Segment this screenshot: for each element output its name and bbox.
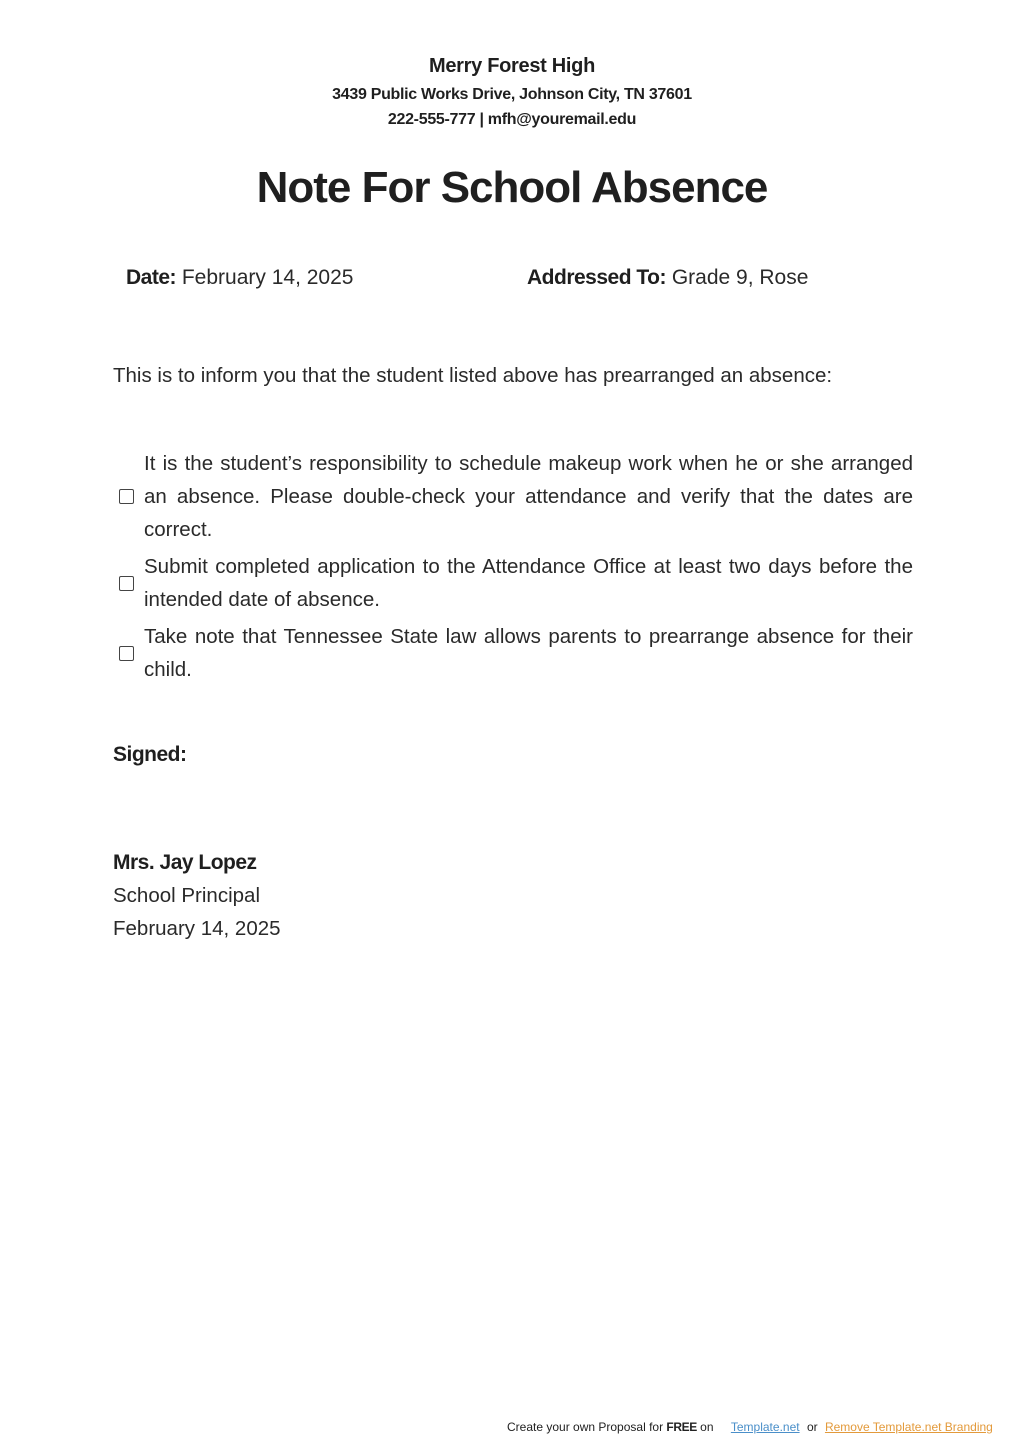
document-title: Note For School Absence bbox=[256, 163, 768, 212]
footer-free: FREE bbox=[666, 1420, 697, 1434]
footer-prefix: Create your own Proposal for bbox=[507, 1420, 664, 1434]
addressed-to-field bbox=[527, 266, 808, 290]
remove-branding-link[interactable]: Remove Template.net Branding bbox=[824, 1420, 993, 1434]
checklist-item-text: Take note that Tennessee State law allows parents to prearrange absence for their child. bbox=[144, 625, 913, 681]
checklist-item bbox=[113, 620, 913, 686]
signature-date: February 14, 2025 bbox=[113, 917, 281, 940]
checkbox[interactable] bbox=[119, 646, 134, 661]
date-label: Date: bbox=[126, 266, 177, 289]
checklist-item-text: Submit completed application to the Attendance Office at least two days before the intended date of absence. bbox=[144, 555, 913, 611]
date-value: February 14, 2025 bbox=[181, 266, 354, 289]
footer-on: on bbox=[700, 1420, 714, 1434]
checklist bbox=[113, 447, 913, 690]
intro-paragraph: This is to inform you that the student listed above has prearranged an absence: bbox=[113, 364, 833, 387]
school-address: 3439 Public Works Drive, Johnson City, TN 37601 bbox=[332, 86, 692, 103]
signed-label: Signed: bbox=[113, 743, 187, 766]
checklist-item bbox=[113, 447, 913, 546]
footer-or: or bbox=[806, 1420, 818, 1434]
school-name: Merry Forest High bbox=[428, 55, 596, 77]
date-field bbox=[126, 266, 353, 290]
checkbox[interactable] bbox=[119, 489, 134, 504]
signatory-name: Mrs. Jay Lopez bbox=[113, 851, 257, 874]
checklist-item bbox=[113, 550, 913, 616]
branding-footer bbox=[507, 1420, 993, 1434]
addressed-to-label: Addressed To: bbox=[527, 266, 666, 289]
checkbox[interactable] bbox=[119, 576, 134, 591]
signatory-role: School Principal bbox=[113, 884, 260, 907]
checklist-item-text: It is the student’s responsibility to schedule makeup work when he or she arranged an absence. Please double-check your attendance and verify that the dates are correct. bbox=[144, 452, 913, 541]
addressed-to-value: Grade 9, Rose bbox=[671, 266, 809, 289]
school-contact: 222-555-777 | mfh@youremail.edu bbox=[387, 111, 637, 128]
template-net-link[interactable]: Template.net bbox=[730, 1420, 800, 1434]
